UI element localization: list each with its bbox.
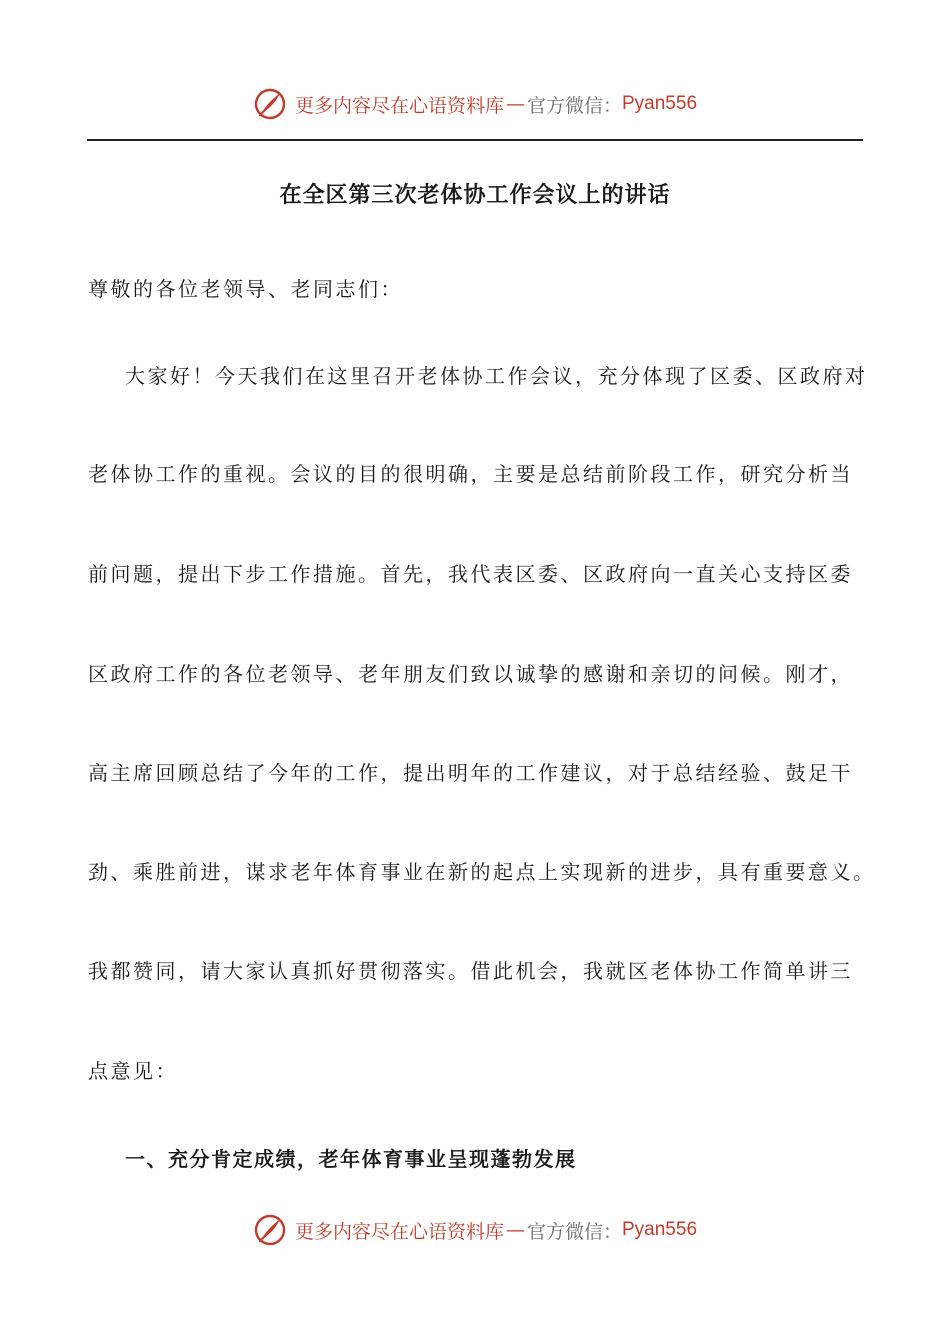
banner-brand: 更多内容尽在心语资料库 [294, 1220, 504, 1243]
paragraph-line: 高主席回顾总结了今年的工作，提出明年的工作建议，对于总结经验、鼓足干 [88, 761, 853, 785]
banner-wechat-id: Pyan556 [622, 1219, 698, 1240]
banner-separator: — [505, 93, 525, 115]
quill-pen-logo-icon [253, 1213, 287, 1247]
banner-wechat-label: 官方微信： [526, 94, 622, 117]
paragraph-line: 点意见： [88, 1059, 178, 1083]
paragraph-line: 大家好！今天我们在这里召开老体协工作会议，充分体现了区委、区政府对 [125, 364, 868, 388]
section-heading: 一、充分肯定成绩，老年体育事业呈现蓬勃发展 [125, 1147, 577, 1171]
header-divider [87, 139, 863, 141]
banner-wechat-id: Pyan556 [622, 93, 698, 114]
salutation: 尊敬的各位老领导、老同志们： [88, 277, 403, 301]
paragraph-line: 前问题，提出下步工作措施。首先，我代表区委、区政府向一直关心支持区委 [88, 562, 853, 586]
header-banner [0, 84, 950, 124]
document-title: 在全区第三次老体协工作会议上的讲话 [279, 183, 671, 208]
banner-brand: 更多内容尽在心语资料库 [294, 94, 504, 117]
banner-wechat-label: 官方微信： [526, 1220, 622, 1243]
paragraph-line: 我都赞同，请大家认真抓好贯彻落实。借此机会，我就区老体协工作简单讲三 [88, 959, 853, 983]
paragraph-line: 区政府工作的各位老领导、老年朋友们致以诚挚的感谢和亲切的问候。刚才， [88, 662, 853, 686]
paragraph-line: 劲、乘胜前进，谋求老年体育事业在新的起点上实现新的进步，具有重要意义。 [88, 860, 876, 884]
quill-pen-logo-icon [253, 87, 287, 121]
paragraph-line: 老体协工作的重视。会议的目的很明确，主要是总结前阶段工作，研究分析当 [88, 462, 853, 486]
banner-separator: — [505, 1219, 525, 1241]
footer-banner [0, 1210, 950, 1250]
